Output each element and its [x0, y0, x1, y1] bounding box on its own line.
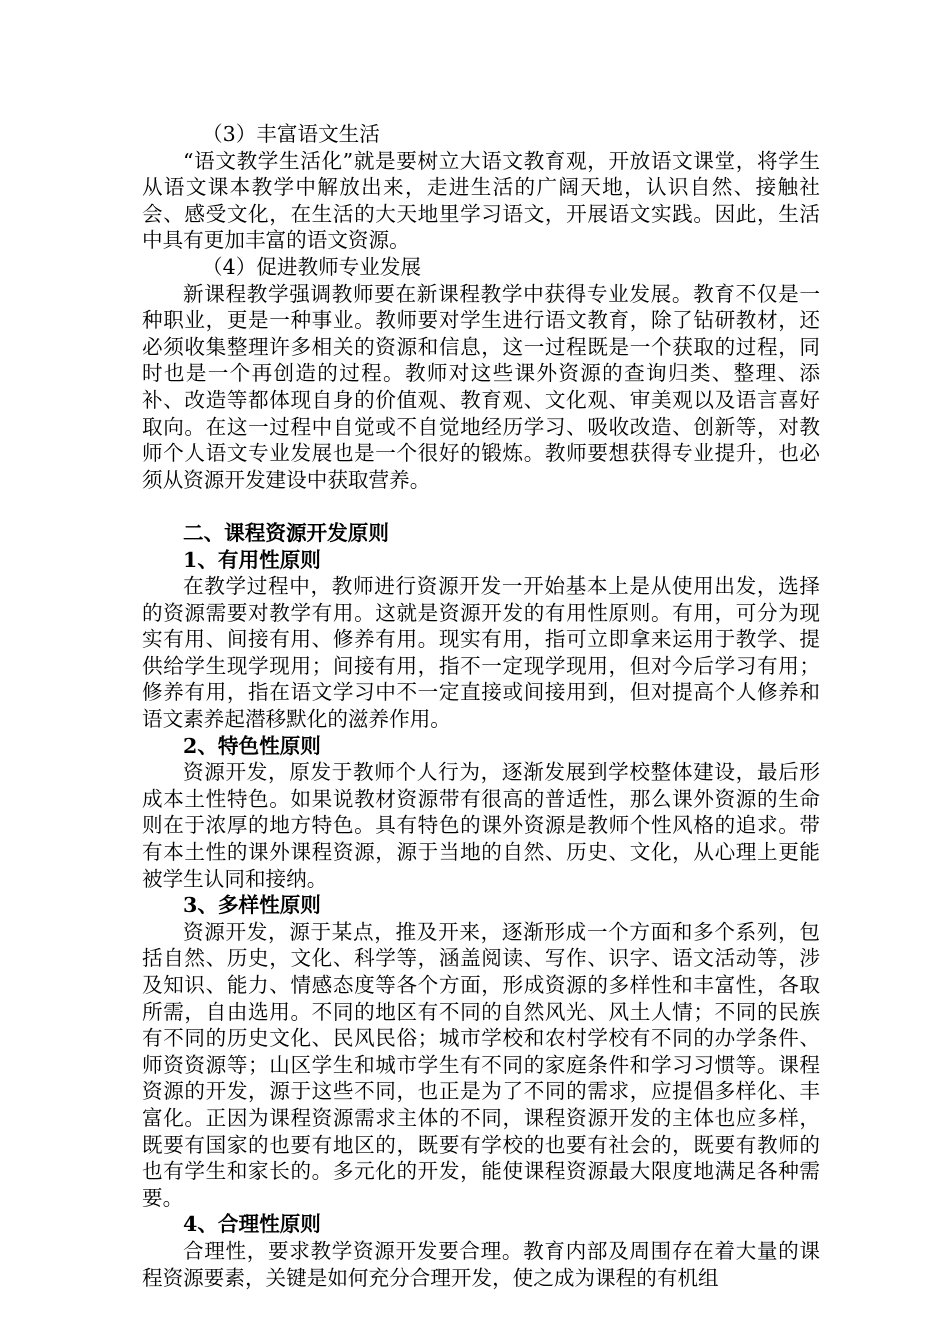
- principle-heading-characteristic: 2、特色性原则: [183, 733, 321, 758]
- principle-heading-usefulness: 1、有用性原则: [183, 547, 321, 572]
- principle-heading-diversity: 3、多样性原则: [183, 893, 321, 918]
- blank-line: [142, 493, 820, 520]
- paragraph-usefulness: 在教学过程中，教师进行资源开发一开始基本上是从使用出发，选择的资源需要对教学有用。这就是资源开发的有用性原则。有用，可分为现实有用、间接有用、修养有用。现实有用，指可立即拿来运用于教学、提供给学生现学现用；间接有用，指不一定现学现用，但对今后学习有用；修养有用，指在语文学习中不一定直接或间接用到，但对提高个人修养和语文素养起潜移默化的滋养作用。: [142, 574, 820, 732]
- paragraph-enrich-life: “语文教学生活化”就是要树立大语文教育观，开放语文课堂，将学生从语文课本教学中解放出来，走进生活的广阔天地，认识自然、接触社会、感受文化，在生活的大天地里学习语文，开展语文实践。因此，生活中具有更加丰富的语文资源。: [142, 148, 820, 253]
- document-body: [142, 121, 820, 1291]
- subsection-heading-3: （3）丰富语文生活: [202, 122, 380, 146]
- subsection-heading-4: （4）促进教师专业发展: [202, 254, 422, 279]
- principle-heading-rationality: 4、合理性原则: [183, 1212, 321, 1237]
- paragraph-rationality: 合理性，要求教学资源开发要合理。教育内部及周围存在着大量的课程资源要素，关键是如何充分合理开发，使之成为课程的有机组: [142, 1238, 820, 1290]
- section-heading-principles: 二、课程资源开发原则: [183, 520, 389, 545]
- paragraph-teacher-development: 新课程教学强调教师要在新课程教学中获得专业发展。教育不仅是一种职业，更是一种事业。教师要对学生进行语文教育，除了钻研教材，还必须收集整理许多相关的资源和信息，这一过程既是一个获取的过程，同时也是一个再创造的过程。教师对这些课外资源的查询归类、整理、添补、改造等都体现自身的价值观、教育观、文化观、审美观以及语言喜好取向。在这一过程中自觉或不自觉地经历学习、吸收改造、创新等，对教师个人语文专业发展也是一个很好的锻炼。教师要想获得专业提升，也必须从资源开发建设中获取营养。: [142, 281, 820, 492]
- paragraph-characteristic: 资源开发，原发于教师个人行为，逐渐发展到学校整体建设，最后形成本土性特色。如果说教材资源带有很高的普适性，那么课外资源的生命则在于浓厚的地方特色。具有特色的课外资源是教师个性风格的追求。带有本土性的课外课程资源，源于当地的自然、历史、文化，从心理上更能被学生认同和接纳。: [142, 760, 820, 891]
- paragraph-diversity: 资源开发，源于某点，推及开来，逐渐形成一个方面和多个系列，包括自然、历史，文化、科学等，涵盖阅读、写作、识字、语文活动等，涉及知识、能力、情感态度等各个方面，形成资源的多样性和丰富性，各取所需，自由选用。不同的地区有不同的自然风光、风土人情；不同的民族有不同的历史文化、民风民俗；城市学校和农村学校有不同的办学条件、师资资源等；山区学生和城市学生有不同的家庭条件和学习习惯等。课程资源的开发，源于这些不同，也正是为了不同的需求，应提倡多样化、丰富化。正因为课程资源需求主体的不同，课程资源开发的主体也应多样，既要有国家的也要有地区的，既要有学校的也要有社会的，既要有教师的也有学生和家长的。多元化的开发，能使课程资源最大限度地满足各种需要。: [142, 919, 820, 1210]
